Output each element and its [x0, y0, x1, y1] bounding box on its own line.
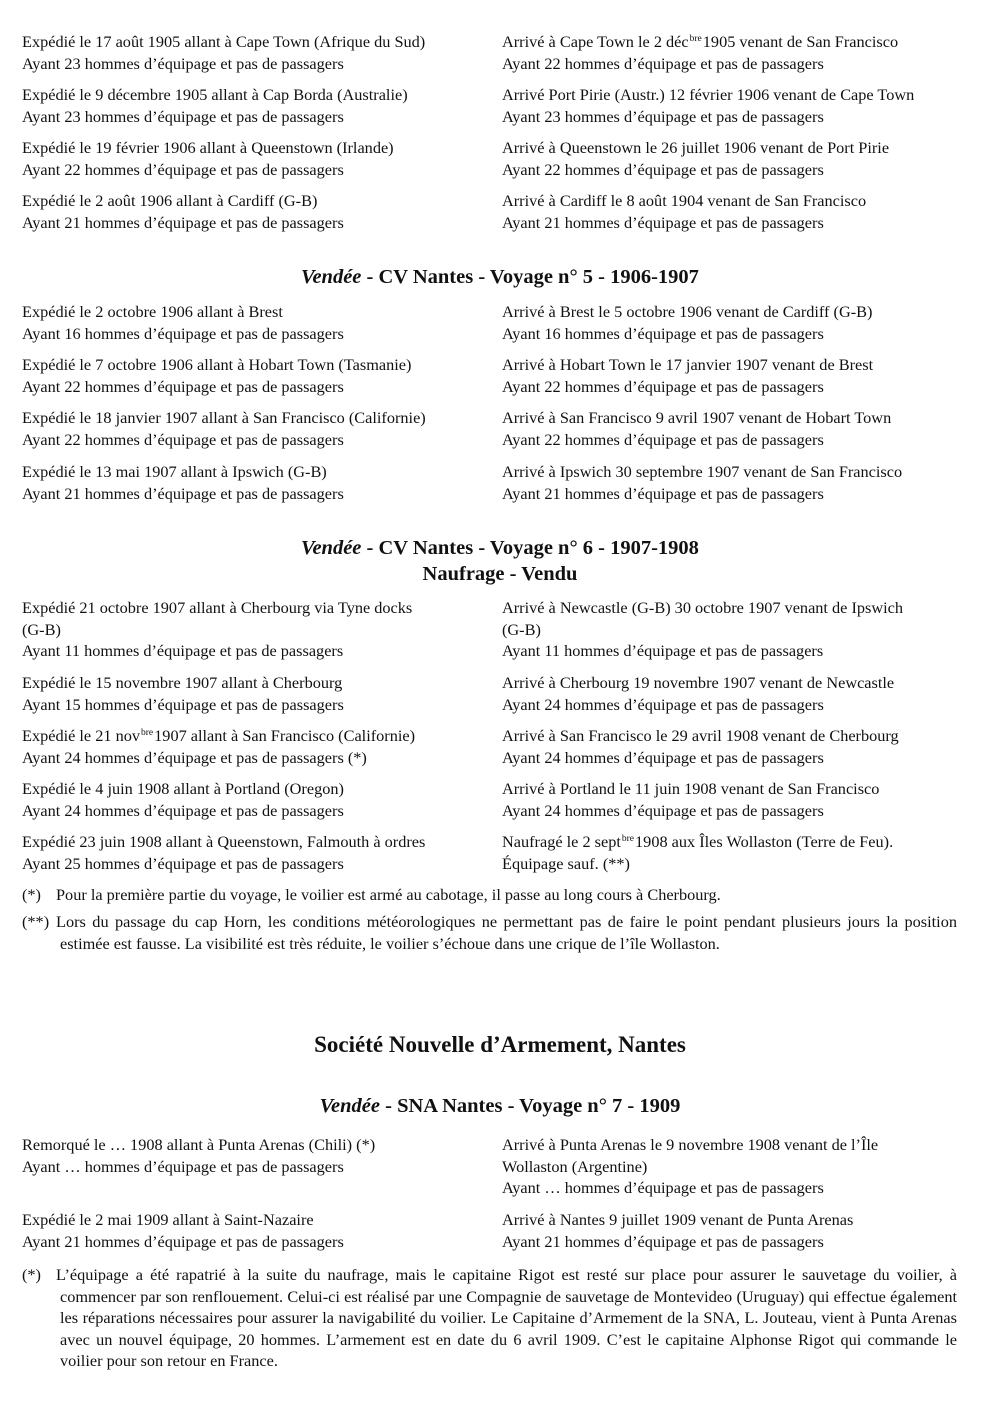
entry-line: Ayant 23 hommes d’équipage et pas de passagers: [22, 106, 344, 126]
voyage-5-title: - CV Nantes - Voyage n° 5 - 1906-1907: [361, 266, 699, 288]
ship-name: Vendée: [301, 537, 362, 559]
company-heading: Société Nouvelle d’Armement, Nantes: [314, 1032, 686, 1057]
ship-name: Vendée: [301, 266, 362, 288]
entry-line: (G-B): [502, 619, 541, 639]
departure-entry: [22, 597, 487, 662]
arrival-entry: [502, 301, 972, 344]
superscript-abbrev: bre: [621, 834, 635, 844]
footnote-text: Lors du passage du cap Horn, les conditions météorologiques ne permettant pas de faire le point pendant plusieurs jours la position estimée est fausse. La visibilité est très réduite, le voilier s’échoue dans une crique de l’île Wollaston.: [56, 912, 957, 953]
voyage-7-heading: [0, 1094, 1000, 1118]
departure-entry: [22, 190, 487, 233]
footnote-1: [22, 884, 957, 906]
entry-line: Expédié le 15 novembre 1907 allant à Cherbourg: [22, 673, 343, 692]
entry-line: Arrivé à Punta Arenas le 9 novembre 1908 venant de l’Île: [502, 1135, 879, 1154]
entry-line: Arrivé Port Pirie (Austr.) 12 février 1906 venant de Cape Town: [502, 85, 915, 104]
voyage-6-title: - CV Nantes - Voyage n° 6 - 1907-1908: [361, 537, 699, 559]
entry-line: Ayant 21 hommes d’équipage et pas de passagers: [502, 483, 824, 503]
entry-line: Expédié le 7 octobre 1906 allant à Hobart Town (Tasmanie): [22, 355, 412, 374]
departure-entry: [22, 672, 487, 715]
arrival-entry: [502, 672, 972, 715]
entry-line: Ayant 25 hommes d’équipage et pas de passagers: [22, 853, 344, 873]
entry-line: Arrivé à San Francisco 9 avril 1907 venant de Hobart Town: [502, 408, 892, 427]
departure-entry: [22, 301, 487, 344]
entry-line: Ayant 22 hommes d’équipage et pas de passagers: [502, 53, 824, 73]
entry-line: Ayant 21 hommes d’équipage et pas de passagers: [502, 1231, 824, 1251]
entry-line: Ayant 11 hommes d’équipage et pas de passagers: [502, 641, 824, 660]
departure-entry: [22, 137, 487, 180]
entry-line: Ayant 11 hommes d’équipage et pas de passagers: [22, 641, 344, 660]
entry-line: Arrivé à Cape Town le 2 déc$^{bre}$1905 venant de San Francisco: [502, 32, 899, 51]
entry-line: Expédié le 17 août 1905 allant à Cape Town (Afrique du Sud): [22, 32, 426, 51]
entry-line: Expédié le 21 nov$^{bre}$1907 allant à San Francisco (Californie): [22, 726, 416, 745]
entry-line: Ayant 23 hommes d’équipage et pas de passagers: [502, 106, 824, 126]
footnote-3: [22, 1264, 957, 1372]
entry-line: Expédié 23 juin 1908 allant à Queenstown, Falmouth à ordres: [22, 832, 426, 851]
voyage-6-subheading: Naufrage - Vendu: [422, 563, 578, 585]
footnote-marker: (*): [22, 885, 41, 904]
entry-line: Ayant 21 hommes d’équipage et pas de passagers: [22, 212, 344, 232]
entry-line: Ayant 23 hommes d’équipage et pas de passagers: [22, 53, 344, 73]
entry-line: Arrivé à Nantes 9 juillet 1909 venant de Punta Arenas: [502, 1210, 854, 1229]
departure-entry: [22, 778, 487, 821]
superscript-abbrev: bre: [141, 728, 154, 738]
entry-line: Ayant 22 hommes d’équipage et pas de passagers: [502, 376, 824, 396]
footnote-marker: (**): [22, 912, 50, 931]
arrival-entry: [502, 461, 972, 504]
entry-line: Ayant … hommes d’équipage et pas de passagers: [502, 1178, 824, 1197]
entry-line: Ayant 24 hommes d’équipage et pas de passagers: [502, 747, 824, 767]
entry-line: Ayant 24 hommes d’équipage et pas de passagers (*): [22, 747, 367, 767]
entry-line: Ayant 22 hommes d’équipage et pas de passagers: [22, 376, 344, 396]
footnote-2: [22, 911, 957, 954]
entry-line: Expédié le 4 juin 1908 allant à Portland (Oregon): [22, 779, 344, 798]
voyage-7-title: - SNA Nantes - Voyage n° 7 - 1909: [380, 1095, 681, 1117]
arrival-entry: [502, 407, 972, 450]
entry-line: Expédié le 2 août 1906 allant à Cardiff (G-B): [22, 191, 318, 210]
departure-entry: [22, 725, 487, 768]
entry-line: Ayant 24 hommes d’équipage et pas de passagers: [502, 694, 824, 714]
entry-line: Wollaston (Argentine): [502, 1156, 648, 1176]
entry-line: Expédié le 18 janvier 1907 allant à San Francisco (Californie): [22, 408, 426, 427]
entry-line: Arrivé à Hobart Town le 17 janvier 1907 venant de Brest: [502, 355, 874, 374]
arrival-entry: [502, 1134, 972, 1199]
departure-entry: [22, 407, 487, 450]
entry-line: Arrivé à Ipswich 30 septembre 1907 venant de San Francisco: [502, 462, 903, 481]
entry-line: Expédié 21 octobre 1907 allant à Cherbourg via Tyne docks: [22, 598, 413, 617]
entry-line: Expédié le 13 mai 1907 allant à Ipswich (G-B): [22, 462, 327, 481]
entry-line: Arrivé à Newcastle (G-B) 30 octobre 1907 venant de Ipswich: [502, 598, 904, 617]
entry-line: Ayant 22 hommes d’équipage et pas de passagers: [502, 429, 824, 449]
footnote-text: L’équipage a été rapatrié à la suite du naufrage, mais le capitaine Rigot est resté sur place pour assurer le sauvetage du voilier, à commencer par son renflouement. Celui-ci est réalisé par une Compagnie de sauvetage de Montevideo (Uruguay) qui effectue également les réparations nécessaires pour assurer la navigabilité du voilier. Le Capitaine d’Armement de la SNA, L. Jouteau, vient à Punta Arenas avec un nouvel équipage, 20 hommes. L’armement est en date du 6 avril 1909. C’est le capitaine Alphonse Rigot qui commande le voilier pour son retour en France.: [56, 1265, 957, 1370]
departure-entry: [22, 354, 487, 397]
entry-line: Expédié le 19 février 1906 allant à Queenstown (Irlande): [22, 138, 394, 157]
entry-line: Expédié le 9 décembre 1905 allant à Cap Borda (Australie): [22, 85, 408, 104]
departure-entry: [22, 84, 487, 127]
entry-line: Ayant 16 hommes d’équipage et pas de passagers: [22, 323, 344, 343]
arrival-entry: [502, 597, 972, 662]
entry-line: Expédié le 2 octobre 1906 allant à Brest: [22, 302, 283, 321]
entry-line: Remorqué le … 1908 allant à Punta Arenas (Chili) (*): [22, 1135, 376, 1154]
entry-line: Ayant 21 hommes d’équipage et pas de passagers: [22, 483, 344, 503]
arrival-entry: [502, 778, 972, 821]
entry-line: Arrivé à Queenstown le 26 juillet 1906 venant de Port Pirie: [502, 138, 890, 157]
entry-line: Ayant 16 hommes d’équipage et pas de passagers: [502, 323, 824, 343]
entry-line: (G-B): [22, 619, 61, 639]
voyage-6-heading: [0, 536, 1000, 560]
footnote-text: Pour la première partie du voyage, le voilier est armé au cabotage, il passe au long cours à Cherbourg.: [56, 885, 721, 904]
departure-entry: [22, 831, 487, 874]
arrival-entry: [502, 354, 972, 397]
entry-line: Ayant 24 hommes d’équipage et pas de passagers: [22, 800, 344, 820]
arrival-entry: [502, 1209, 972, 1252]
entry-line: Arrivé à Cherbourg 19 novembre 1907 venant de Newcastle: [502, 673, 895, 692]
ship-name: Vendée: [319, 1095, 380, 1117]
departure-entry: [22, 461, 487, 504]
voyage-5-heading: [0, 265, 1000, 289]
arrival-entry: [502, 725, 972, 768]
entry-line: Arrivé à Portland le 11 juin 1908 venant de San Francisco: [502, 779, 880, 798]
entry-line: Ayant … hommes d’équipage et pas de passagers: [22, 1156, 344, 1176]
entry-line: Naufragé le 2 sept$^{bre}$1908 aux Îles Wollaston (Terre de Feu).: [502, 832, 894, 851]
entry-line: Ayant 22 hommes d’équipage et pas de passagers: [22, 429, 344, 449]
arrival-entry: [502, 137, 972, 180]
superscript-abbrev: bre: [689, 34, 702, 44]
entry-line: Ayant 21 hommes d’équipage et pas de passagers: [502, 212, 824, 232]
departure-entry: [22, 1134, 487, 1177]
entry-line: Ayant 22 hommes d’équipage et pas de passagers: [502, 159, 824, 179]
arrival-entry: [502, 84, 972, 127]
departure-entry: [22, 31, 487, 74]
entry-line: Expédié le 2 mai 1909 allant à Saint-Nazaire: [22, 1210, 314, 1229]
arrival-entry: [502, 31, 972, 74]
entry-line: Arrivé à Brest le 5 octobre 1906 venant de Cardiff (G-B): [502, 302, 873, 321]
entry-line: Ayant 15 hommes d’équipage et pas de passagers: [22, 694, 344, 714]
entry-line: Ayant 24 hommes d’équipage et pas de passagers: [502, 800, 824, 820]
entry-line: Équipage sauf. (**): [502, 853, 630, 873]
entry-line: Arrivé à Cardiff le 8 août 1904 venant de San Francisco: [502, 191, 867, 210]
departure-entry: [22, 1209, 487, 1252]
arrival-entry: [502, 190, 972, 233]
entry-line: Ayant 21 hommes d’équipage et pas de passagers: [22, 1231, 344, 1251]
arrival-entry: [502, 831, 972, 874]
footnote-marker: (*): [22, 1265, 41, 1284]
entry-line: Ayant 22 hommes d’équipage et pas de passagers: [22, 159, 344, 179]
entry-line: Arrivé à San Francisco le 29 avril 1908 venant de Cherbourg: [502, 726, 899, 745]
